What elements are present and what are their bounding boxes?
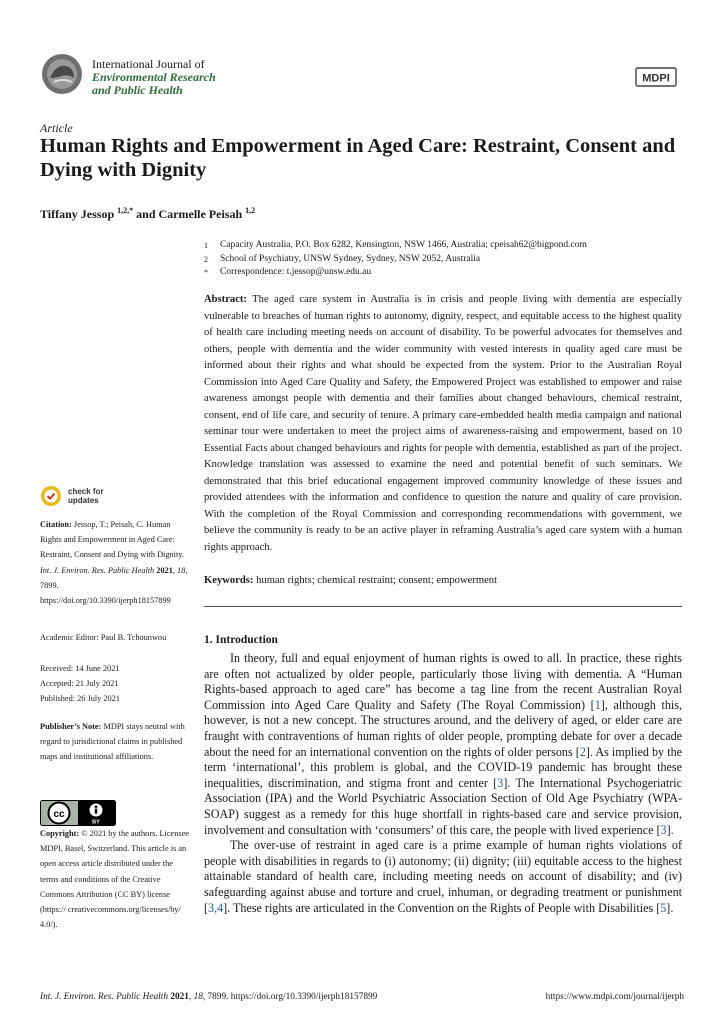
affiliation-item — [204, 239, 684, 253]
cc-by-label: BY — [92, 819, 100, 826]
author-name[interactable]: Carmelle Peisah — [158, 207, 243, 221]
journal-logo-icon — [40, 52, 84, 96]
abstract-text: The aged care system in Australia is in crisis and people living with dementia are especially vulnerable to breaches of human rights to autonomy, dignity, respect, and equitable access to the highest quality of health care including meeting needs on account of disability. To be powerful advocates for themselves and others, people with dementia and the wider community with vested interests in quality aged care must be informed about their rights and what should be expected from the system. Prior to the Australian Royal Commission into Aged Care Quality and Safety, the Empowered Project was established to empower and raise awareness amongst people with dementia and their families about changed behaviours, chemical restraint, consent, end of life care, and security of tenure. A primary care-embedded health media campaign and national seminar tour were undertaken to meet the project aims of awareness-raising and empowerment, based on 10 Essential Facts about changed behaviours and rights for people with dementia, established as part of the project. Knowledge translation was assessed to examine the need and potential benefit of such seminars. We demonstrated that this brief educational engagement improved community knowledge of these issues and provided attendees with the information and confidence to question the nature and quality of care provision. With the completion of the Royal Commission and corresponding recommendations with government, we believe the community is ready to be an active player in reframing Australia’s aged care system with a human rights approach. — [204, 294, 682, 553]
accepted-date: Accepted: 21 July 2021 — [40, 679, 119, 689]
dates — [40, 661, 190, 707]
journal-name — [92, 58, 216, 97]
footer-journal: Int. J. Environ. Res. Public Health — [40, 992, 168, 1002]
journal-name-line3: and Public Health — [92, 83, 183, 97]
keywords — [204, 573, 682, 589]
author-name[interactable]: Tiffany Jessop — [40, 207, 115, 221]
body-text-run: ]. — [666, 822, 674, 837]
reference-link[interactable]: 3 — [660, 822, 667, 837]
citation: Citation: Jessop, T.; Peisah, C. Human Rights and Empowerment in Aged Care: Restraint, Consent and Dying with Dignity. Int. J. Environ. Res. Public Health 2021, 18, 7899. https://doi.org/10.3390/ijerph18157899 — [40, 520, 188, 606]
publishers-note-label: Publisher’s Note: — [40, 722, 102, 731]
citation-doi[interactable]: , 7899. https://doi.org/10.3390/ijerph18157899 — [40, 565, 188, 606]
article-type: Article — [40, 121, 73, 135]
body-text-run: ]. These rights are articulated in the Convention on the Rights of People with Disabilities [ — [223, 900, 661, 915]
article-title: Human Rights and Empowerment in Aged Care: Restraint, Consent and Dying with Dignity — [40, 135, 676, 181]
reference-link[interactable]: 5 — [660, 900, 667, 915]
check-updates-line1: check for — [68, 487, 104, 496]
check-updates-icon — [40, 485, 62, 507]
mdpi-logo-icon — [634, 66, 678, 88]
section-divider — [204, 606, 682, 607]
keywords-text: human rights; chemical restraint; consent; empowerment — [256, 575, 498, 586]
body-text-run: ]. The International Psychogeriatric Association (IPA) and the World Psychiatric Association Section of Old Age Psychiatry (WPA-SOAP) suggest as a remedy for this huge shortfall in rights-based care and service provision, involvement and consultation with ‘consumers’ of this care, the people with lived experience [ — [204, 775, 682, 837]
academic-editor: Academic Editor: Paul B. Tchounwou — [40, 633, 167, 642]
footer-doi[interactable]: , 7899. https://doi.org/10.3390/ijerph18157899 — [202, 992, 378, 1002]
footer-year: 2021 — [170, 992, 189, 1002]
citation-text: Jessop, T.; Peisah, C. Human Rights and Empowerment in Aged Care: Restraint, Consent and Dying with Dignity. — [40, 520, 184, 560]
publishers-note — [40, 719, 190, 765]
affiliation-text: Capacity Australia, P.O. Box 6282, Kensington, NSW 1466, Australia; cpeisah62@bigpond.com — [220, 240, 587, 250]
received-date: Received: 14 June 2021 — [40, 664, 120, 673]
affiliation-item — [204, 253, 684, 267]
abstract-label: Abstract: — [204, 294, 247, 305]
affiliation-mark: 2 — [204, 254, 208, 264]
body-text-run: In theory, full and equal enjoyment of human rights is owed to all. In practice, these rights are often not actualized by older people, particularly those living with dementia. A “Human Rights-based approach to aged care” has become a tag line from the recent Australian Royal Commission into Aged Care Quality and Safety (The Royal Commission) [ — [204, 651, 682, 712]
affiliation-text[interactable]: Correspondence: t.jessop@unsw.edu.au — [220, 267, 372, 277]
check-for-updates-button[interactable] — [40, 485, 104, 507]
body-text-run: The over-use of restraint in aged care is a prime example of human rights violations of people with disabilities in regards to (i) autonomy; (ii) dignity; (iii) equitable access to the highest attainable standard of health care, including meeting needs on account of disability; and (iv) safeguarding against abuse and torture and cruel, inhuman, or degrading treatment or punishment [ — [204, 838, 682, 915]
affiliation-text: School of Psychiatry, UNSW Sydney, Sydney, NSW 2052, Australia — [220, 253, 481, 264]
citation-journal: Int. J. Environ. Res. Public Health — [40, 565, 155, 575]
reference-link[interactable]: 3 — [497, 775, 504, 790]
footer-volume: 18 — [193, 992, 203, 1002]
publisher-name: MDPI — [642, 72, 670, 85]
body-text-run: ], although this, however, is not a new concept. The structures around, and the delivery of aged, or elder care are fraught with contraventions of human rights of older people, prompting debate for over a decade about the need for an international convention on the rights of older persons [ — [204, 697, 683, 759]
body-text-run: ]. — [666, 900, 674, 915]
check-updates-line2: updates — [68, 496, 99, 505]
affiliation-item — [204, 266, 684, 280]
author-affil-mark: 1,2,* — [117, 206, 134, 215]
svg-text:cc: cc — [53, 809, 65, 820]
citation-year: 2021 — [156, 565, 173, 575]
reference-link[interactable]: 3,4 — [208, 900, 224, 915]
cc-by-license-icon[interactable] — [40, 800, 116, 826]
body-paragraph — [204, 651, 682, 838]
authors — [40, 206, 255, 222]
footer-citation: Int. J. Environ. Res. Public Health 2021, 18, 7899. https://doi.org/10.3390/ijerph18157899 — [40, 992, 378, 1002]
copyright-label: Copyright: — [40, 829, 80, 838]
journal-name-line1: International Journal of — [92, 57, 205, 71]
copyright-notice — [40, 826, 190, 932]
reference-link[interactable]: 1 — [594, 697, 601, 712]
body-text-run: ]. As implied by the term ‘international’, this problem is global, and the COVID-19 pandemic has brought these inequalities, discrimination, and stigma front and center [ — [204, 744, 683, 790]
publishers-note-text: MDPI stays neutral with regard to jurisdictional claims in published maps and institutional affiliations. — [40, 722, 185, 762]
citation-volume: 18 — [177, 565, 186, 575]
author-separator: and — [133, 207, 159, 221]
introduction-body — [204, 651, 682, 916]
affiliation-mark: * — [204, 268, 208, 277]
affiliation-mark: 1 — [204, 241, 208, 250]
section-heading: 1. Introduction — [204, 634, 278, 646]
citation-label: Citation: — [40, 520, 72, 529]
abstract — [204, 292, 682, 556]
body-paragraph — [204, 838, 682, 916]
affiliations — [204, 239, 684, 280]
keywords-label: Keywords: — [204, 575, 254, 586]
check-updates-label — [68, 487, 104, 505]
author-affil-mark: 1,2 — [245, 206, 256, 215]
copyright-text: © 2021 by the authors. Licensee MDPI, Basel, Switzerland. This article is an open access article distributed under the terms and conditions of the Creative Commons Attribution (CC BY) license (https:// creativecommons.org/licenses/by/ 4.0/). — [40, 829, 189, 930]
footer-journal-url[interactable]: https://www.mdpi.com/journal/ijerph — [545, 992, 684, 1002]
published-date: Published: 26 July 2021 — [40, 694, 120, 704]
reference-link[interactable]: 2 — [579, 744, 586, 759]
journal-name-line2: Environmental Research — [92, 70, 216, 84]
